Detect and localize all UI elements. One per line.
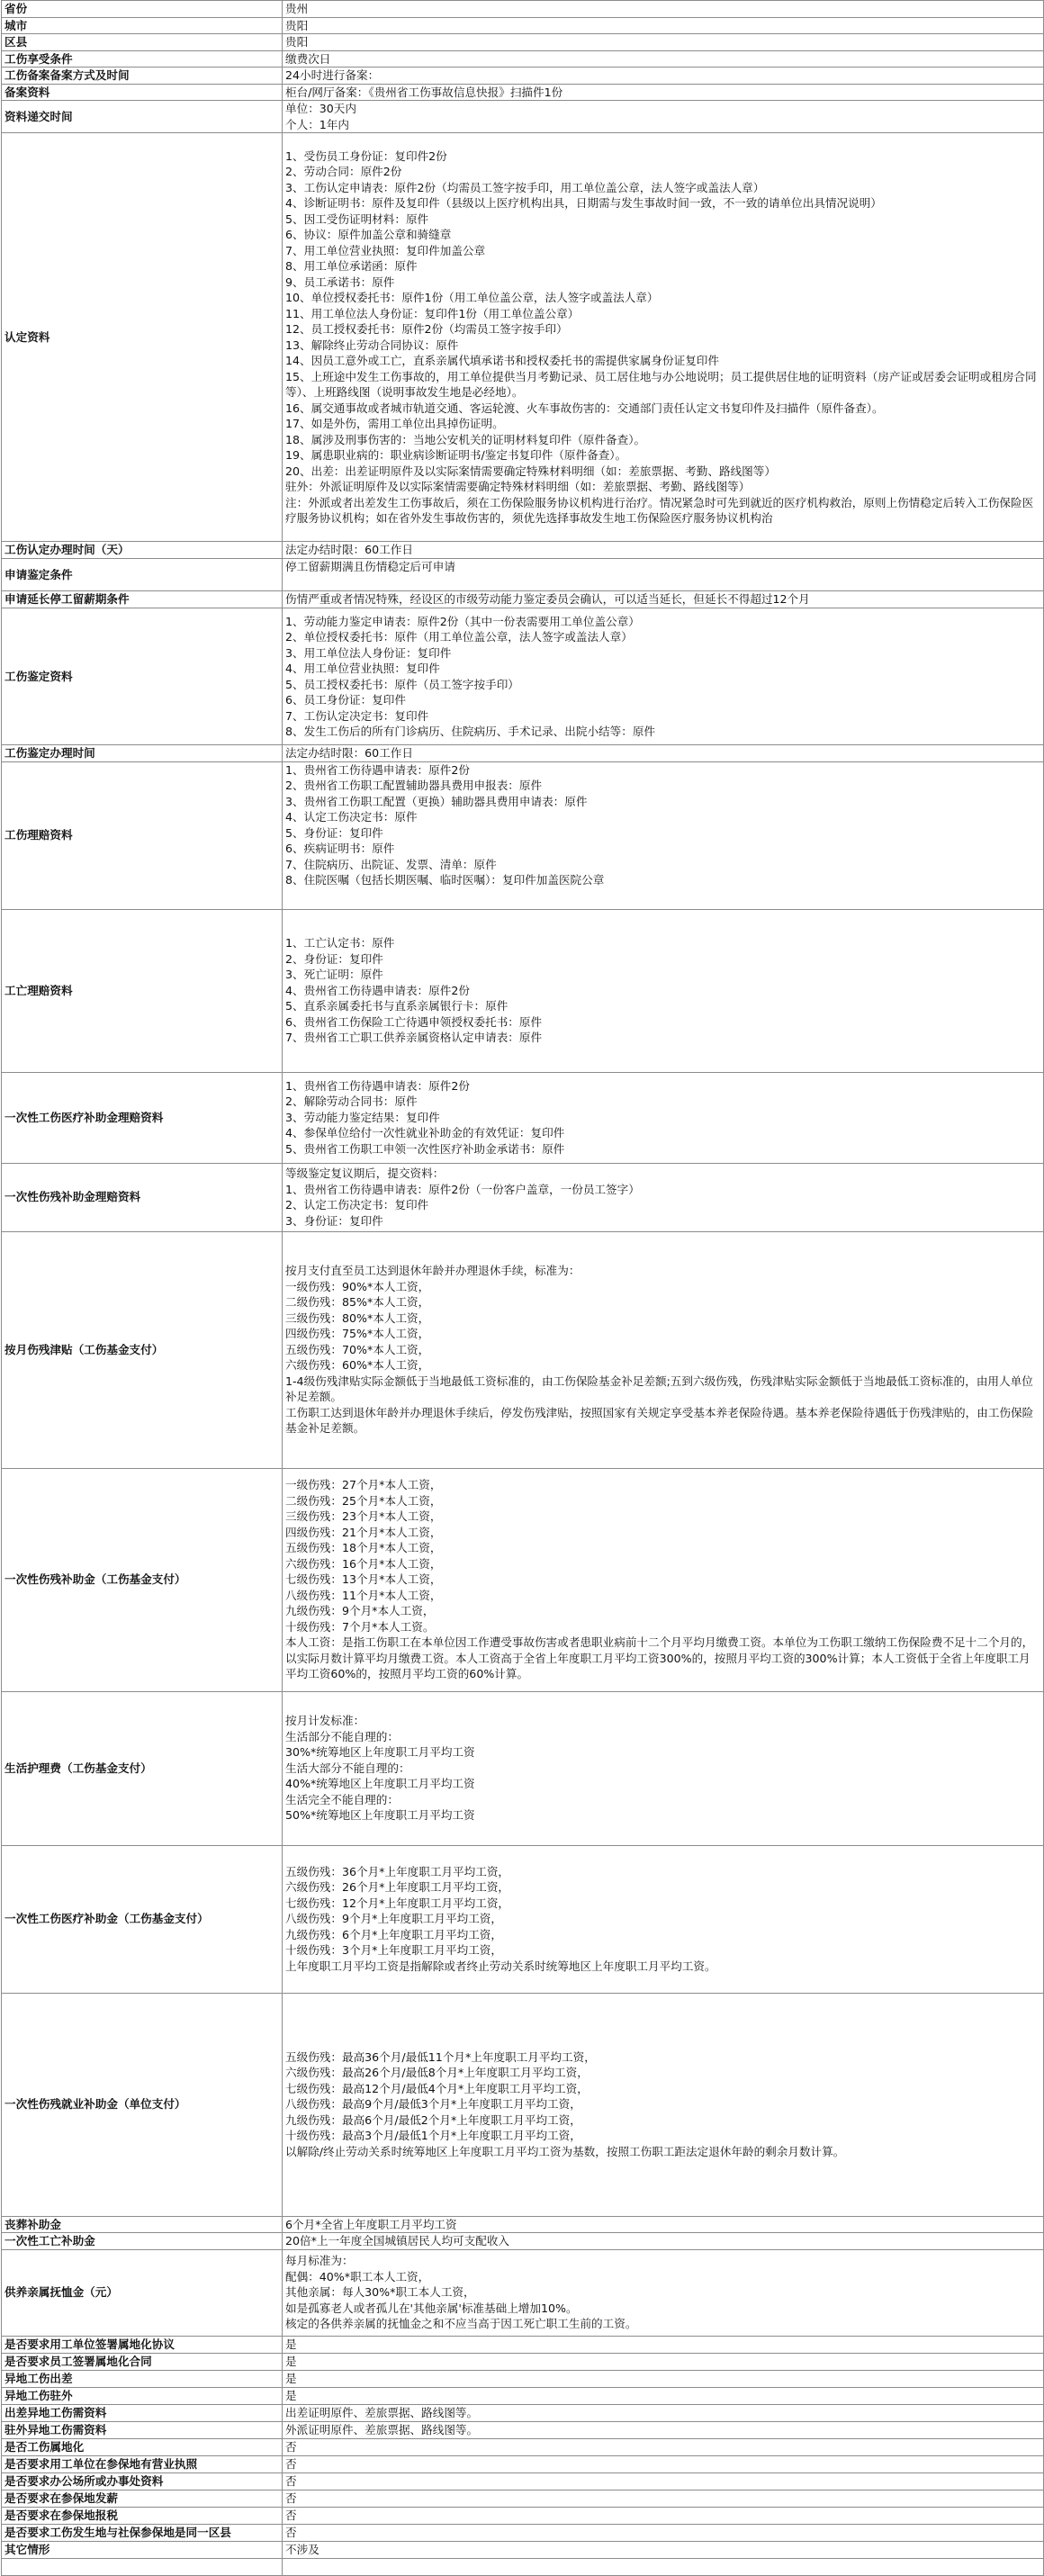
row-value: 单位：30天内 个人：1年内 — [283, 101, 1044, 133]
row-key: 是否要求在参保地发薪 — [2, 2490, 283, 2507]
row-value: 是 — [283, 2370, 1044, 2387]
row-value: 否 — [283, 2438, 1044, 2455]
table-row — [2, 1845, 1044, 1993]
table-row — [2, 1, 1044, 18]
row-key: 出差异地工伤需资料 — [2, 2404, 283, 2421]
row-value: 法定办结时限：60工作日 — [283, 745, 1044, 762]
row-key: 一次性伤残就业补助金（单位支付） — [2, 1993, 283, 2216]
row-value: 缴费次日 — [283, 50, 1044, 68]
row-key: 工伤鉴定资料 — [2, 608, 283, 745]
table-row — [2, 68, 1044, 85]
row-value — [283, 2558, 1044, 2575]
table-row — [2, 2421, 1044, 2438]
row-value: 是 — [283, 2387, 1044, 2404]
table-row — [2, 1691, 1044, 1845]
table-row — [2, 542, 1044, 559]
row-value: 1、贵州省工伤待遇申请表：原件2份 2、贵州省工伤职工配置辅助器具费用申报表：原件 3、贵州省工伤职工配置（更换）辅助器具费用申请表：原件 4、认定工伤决定书：原件 5、身份证：复印件 6、疾病证明书：原件 7、住院病历、出院证、发票、清单：原件 8、住院医嘱（包括长期医嘱、临时医嘱）：复印件加盖医院公章 — [283, 761, 1044, 909]
table-row — [2, 608, 1044, 745]
row-value: 24小时进行备案： — [283, 68, 1044, 85]
table-row — [2, 1468, 1044, 1691]
row-key: 一次性伤残补助金理赔资料 — [2, 1163, 283, 1231]
row-value: 否 — [283, 2507, 1044, 2524]
row-key: 申请鉴定条件 — [2, 559, 283, 591]
row-key: 一次性伤残补助金（工伤基金支付） — [2, 1468, 283, 1691]
row-value: 一级伤残：27个月*本人工资， 二级伤残：25个月*本人工资， 三级伤残：23个月*本人工资， 四级伤残：21个月*本人工资， 五级伤残：18个月*本人工资， 六级伤残：16个月*本人工资， 七级伤残：13个月*本人工资， 八级伤残：11个月*本人工资， 九级伤残：9个月*本人工资， 十级伤残：7个月*本人工资。 本人工资：是指工伤职工在本单位因工作遭受事故伤害或者患职业病前十二个月平均月缴费工资。本单位为工伤职工缴纳工伤保险费不足十二个月的，以实际月数计算平均月缴费工资。本人工资高于全省上年度职工月平均工资300%的，按照月平均工资的300%计算；本人工资低于全省上年度职工月平均工资60%的，按照月平均工资的60%计算。 — [283, 1468, 1044, 1691]
table-row — [2, 2524, 1044, 2541]
row-key: 工伤享受条件 — [2, 50, 283, 68]
row-value: 伤情严重或者情况特殊，经设区的市级劳动能力鉴定委员会确认，可以适当延长，但延长不得超过12个月 — [283, 591, 1044, 608]
row-value: 20倍*上一年度全国城镇居民人均可支配收入 — [283, 2233, 1044, 2250]
table-row — [2, 2507, 1044, 2524]
table-row — [2, 2233, 1044, 2250]
row-value: 贵阳 — [283, 34, 1044, 51]
row-key: 工伤认定办理时间（天） — [2, 542, 283, 559]
row-value: 按月计发标准： 生活部分不能自理的： 30%*统筹地区上年度职工月平均工资 生活大部分不能自理的： 40%*统筹地区上年度职工月平均工资 生活完全不能自理的： 50%*统筹地区上年度职工月平均工资 — [283, 1691, 1044, 1845]
table-row — [2, 2490, 1044, 2507]
table-row — [2, 2472, 1044, 2490]
row-value: 1、贵州省工伤待遇申请表：原件2份 2、解除劳动合同书：原件 3、劳动能力鉴定结果：复印件 4、参保单位给付一次性就业补助金的有效凭证：复印件 5、贵州省工伤职工申领一次性医疗补助金承诺书：原件 — [283, 1072, 1044, 1163]
row-key: 备案资料 — [2, 84, 283, 101]
table-row — [2, 2387, 1044, 2404]
row-key: 一次性工伤医疗补助金理赔资料 — [2, 1072, 283, 1163]
table-row — [2, 1231, 1044, 1468]
row-key: 是否要求办公场所或办事处资料 — [2, 2472, 283, 2490]
table-row — [2, 2216, 1044, 2233]
row-key: 工伤鉴定办理时间 — [2, 745, 283, 762]
row-value: 是 — [283, 2353, 1044, 2370]
table-row — [2, 2455, 1044, 2472]
row-key: 按月伤残津贴（工伤基金支付） — [2, 1231, 283, 1468]
table-row — [2, 2438, 1044, 2455]
row-key: 工伤理赔资料 — [2, 761, 283, 909]
info-table — [1, 0, 1044, 2576]
row-value: 否 — [283, 2524, 1044, 2541]
row-key: 区县 — [2, 34, 283, 51]
table-row — [2, 591, 1044, 608]
row-key: 认定资料 — [2, 133, 283, 542]
row-key: 其它情形 — [2, 2541, 283, 2558]
row-key: 是否要求用工单位签署属地化协议 — [2, 2336, 283, 2353]
row-value: 停工留薪期满且伤情稳定后可申请 — [283, 559, 1044, 591]
row-key: 工亡理赔资料 — [2, 909, 283, 1072]
table-row — [2, 50, 1044, 68]
row-value: 是 — [283, 2336, 1044, 2353]
row-value: 6个月*全省上年度职工月平均工资 — [283, 2216, 1044, 2233]
row-value: 五级伤残：36个月*上年度职工月平均工资， 六级伤残：26个月*上年度职工月平均工资， 七级伤残：12个月*上年度职工月平均工资， 八级伤残：9个月*上年度职工月平均工资， 九级伤残：6个月*上年度职工月平均工资， 十级伤残：3个月*上年度职工月平均工资， 上年度职工月平均工资是指解除或者终止劳动关系时统筹地区上年度职工月平均工资。 — [283, 1845, 1044, 1993]
row-key — [2, 2558, 283, 2575]
row-value: 1、受伤员工身份证：复印件2份 2、劳动合同：原件2份 3、工伤认定申请表：原件2份（均需员工签字按手印，用工单位盖公章，法人签字或盖法人章） 4、诊断证明书：原件及复印件（县级以上医疗机构出具，日期需与发生事故时间一致，不一致的请单位出具情况说明） 5、因工受伤证明材料：原件 6、协议：原件加盖公章和骑缝章 7、用工单位营业执照：复印件加盖公章 8、用工单位承诺函：原件 9、员工承诺书：原件 10、单位授权委托书：原件1份（用工单位盖公章，法人签字或盖法人章） 11、用工单位法人身份证：复印件1份（用工单位盖公章） 12、员工授权委托书：原件2份（均需员工签字按手印） 13、解除终止劳动合同协议：原件 14、因员工意外或工亡，直系亲属代填承诺书和授权委托书的需提供家属身份证复印件 15、上班途中发生工伤事故的，用工单位提供当月考勤记录、员工居住地与办公地说明；员工提供居住地的证明资料（房产证或居委会证明或租房合同等）、上班路线图（说明事故发生地是必经地）。 16、属交通事故或者城市轨道交通、客运轮渡、火车事故伤害的：交通部门责任认定文书复印件及扫描件（原件备查）。 17、如是外伤，需用工单位出具掉伤证明。 18、属涉及刑事伤害的：当地公安机关的证明材料复印件（原件备查）。 19、属患职业病的：职业病诊断证明书/鉴定书复印件（原件备查）。 20、出差：出差证明原件及以实际案情需要确定特殊材料明细（如：差旅票据、考勤、路线图等） 驻外：外派证明原件及以实际案情需要确定特殊材料明细（如：差旅票据、考勤、路线图等） 注：外派或者出差发生工伤事故后，须在工伤保险服务协议机构进行治疗。情况紧急时可先到就近的医疗机构救治，原则上伤情稳定后转入工伤保险医疗服务协议机构；如在省外发生事故伤害的，须优先选择事故发生地工伤保险医疗服务协议机构治 — [283, 133, 1044, 542]
row-value: 按月支付直至员工达到退休年龄并办理退休手续，标准为： 一级伤残：90%*本人工资， 二级伤残：85%*本人工资， 三级伤残：80%*本人工资， 四级伤残：75%*本人工资， 五级伤残：70%*本人工资， 六级伤残：60%*本人工资， 1-4级伤残津贴实际金额低于当地最低工资标准的，由工伤保险基金补足差额;五到六级伤残，伤残津贴实际金额低于当地最低工资标准的，由用人单位补足差额。 工伤职工达到退休年龄并办理退休手续后，停发伤残津贴，按照国家有关规定享受基本养老保险待遇。基本养老保险待遇低于伤残津贴的，由工伤保险基金补足差额。 — [283, 1231, 1044, 1468]
row-value: 五级伤残：最高36个月/最低11个月*上年度职工月平均工资， 六级伤残：最高26个月/最低8个月*上年度职工月平均工资， 七级伤残：最高12个月/最低4个月*上年度职工月平均工资， 八级伤残：最高9个月/最低3个月*上年度职工月平均工资， 九级伤残：最高6个月/最低2个月*上年度职工月平均工资， 十级伤残：最高3个月/最低1个月*上年度职工月平均工资， 以解除/终止劳动关系时统筹地区上年度职工月平均工资为基数，按照工伤职工距法定退休年龄的剩余月数计算。 — [283, 1993, 1044, 2216]
row-value: 否 — [283, 2490, 1044, 2507]
table-row — [2, 745, 1044, 762]
row-key: 省份 — [2, 1, 283, 18]
row-value: 贵州 — [283, 1, 1044, 18]
row-value: 出差证明原件、差旅票据、路线图等。 — [283, 2404, 1044, 2421]
table-row — [2, 2558, 1044, 2575]
row-value: 外派证明原件、差旅票据、路线图等。 — [283, 2421, 1044, 2438]
row-value: 贵阳 — [283, 17, 1044, 34]
info-table-body — [2, 1, 1044, 2576]
row-value: 柜台/网厅备案：《贵州省工伤事故信息快报》扫描件1份 — [283, 84, 1044, 101]
row-key: 申请延长停工留薪期条件 — [2, 591, 283, 608]
row-value: 等级鉴定复议期后，提交资料： 1、贵州省工伤待遇申请表：原件2份（一份客户盖章，一份员工签字） 2、认定工伤决定书：复印件 3、身份证：复印件 — [283, 1163, 1044, 1231]
table-row — [2, 1993, 1044, 2216]
table-row — [2, 1072, 1044, 1163]
row-key: 驻外异地工伤需资料 — [2, 2421, 283, 2438]
table-row — [2, 84, 1044, 101]
row-key: 一次性工伤医疗补助金（工伤基金支付） — [2, 1845, 283, 1993]
row-key: 工伤备案备案方式及时间 — [2, 68, 283, 85]
table-row — [2, 2336, 1044, 2353]
row-key: 是否工伤属地化 — [2, 2438, 283, 2455]
table-row — [2, 17, 1044, 34]
table-row — [2, 34, 1044, 51]
row-value: 1、工亡认定书：原件 2、身份证：复印件 3、死亡证明：原件 4、贵州省工伤待遇申请表：原件2份 5、直系亲属委托书与直系亲属银行卡：原件 6、贵州省工伤保险工亡待遇申领授权委托书：原件 7、贵州省工亡职工供养亲属资格认定申请表：原件 — [283, 909, 1044, 1072]
row-value: 否 — [283, 2455, 1044, 2472]
row-key: 资料递交时间 — [2, 101, 283, 133]
row-key: 城市 — [2, 17, 283, 34]
table-row — [2, 133, 1044, 542]
table-row — [2, 2404, 1044, 2421]
row-key: 丧葬补助金 — [2, 2216, 283, 2233]
row-value: 1、劳动能力鉴定申请表：原件2份（其中一份表需要用工单位盖公章） 2、单位授权委托书：原件（用工单位盖公章，法人签字或盖法人章） 3、用工单位法人身份证：复印件 4、用工单位营业执照：复印件 5、员工授权委托书：原件（员工签字按手印） 6、员工身份证：复印件 7、工伤认定决定书：复印件 8、发生工伤后的所有门诊病历、住院病历、手术记录、出院小结等：原件 — [283, 608, 1044, 745]
table-row — [2, 2370, 1044, 2387]
row-value: 否 — [283, 2472, 1044, 2490]
table-row — [2, 761, 1044, 909]
row-key: 供养亲属抚恤金（元） — [2, 2249, 283, 2336]
table-row — [2, 2353, 1044, 2370]
row-key: 生活护理费（工伤基金支付） — [2, 1691, 283, 1845]
table-row — [2, 559, 1044, 591]
table-row — [2, 2249, 1044, 2336]
row-key: 是否要求工伤发生地与社保参保地是同一区县 — [2, 2524, 283, 2541]
row-key: 一次性工亡补助金 — [2, 2233, 283, 2250]
row-key: 是否要求员工签署属地化合同 — [2, 2353, 283, 2370]
row-key: 是否要求在参保地报税 — [2, 2507, 283, 2524]
row-key: 是否要求用工单位在参保地有营业执照 — [2, 2455, 283, 2472]
table-row — [2, 101, 1044, 133]
row-value: 法定办结时限：60工作日 — [283, 542, 1044, 559]
row-value: 每月标准为： 配偶：40%*职工本人工资， 其他亲属：每人30%*职工本人工资， 如是孤寡老人或者孤儿在'其他亲属'标准基础上增加10%。 核定的各供养亲属的抚恤金之和不应当高于因工死亡职工生前的工资。 — [283, 2249, 1044, 2336]
row-key: 异地工伤驻外 — [2, 2387, 283, 2404]
row-value: 不涉及 — [283, 2541, 1044, 2558]
table-row — [2, 909, 1044, 1072]
table-row — [2, 1163, 1044, 1231]
table-row — [2, 2541, 1044, 2558]
row-key: 异地工伤出差 — [2, 2370, 283, 2387]
